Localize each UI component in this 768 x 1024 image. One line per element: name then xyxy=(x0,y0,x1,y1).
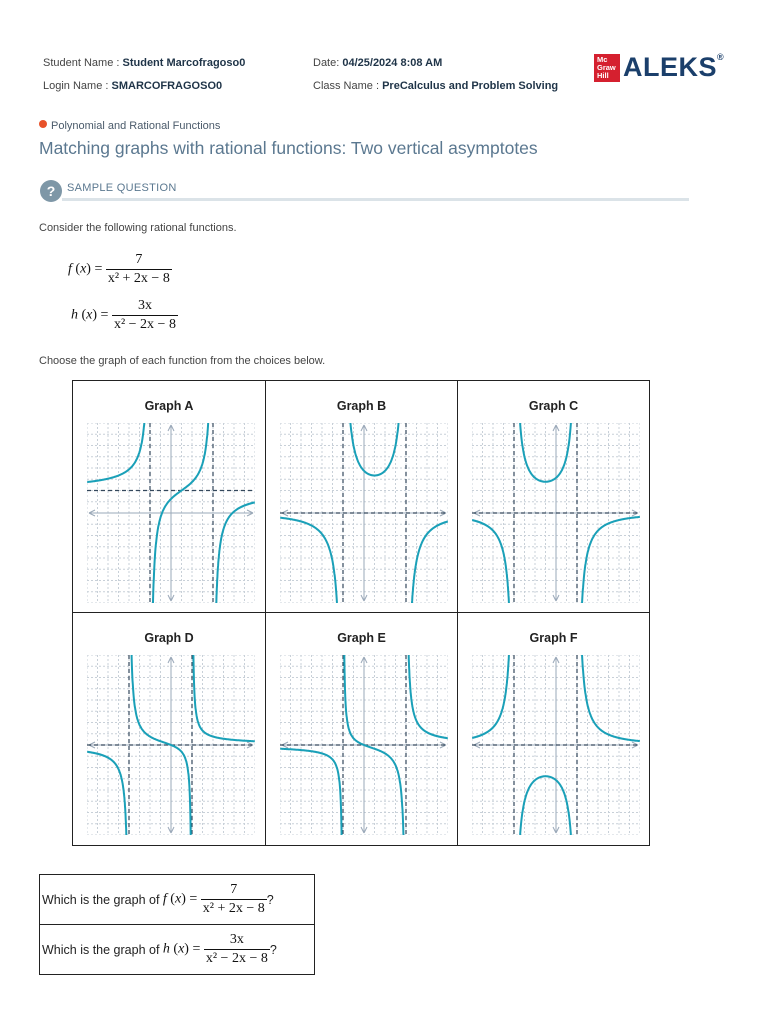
f-denominator: x² + 2x − 8 xyxy=(107,271,170,286)
curve-branch xyxy=(582,517,640,603)
aleks-wordmark: ALEKS® xyxy=(623,52,725,82)
date-value: 04/25/2024 8:08 AM xyxy=(342,57,443,69)
f-numerator: 7 xyxy=(135,252,143,267)
student-name-label: Student Name : Student Marcofragoso0 xyxy=(43,57,246,69)
graph-cell-e[interactable] xyxy=(266,613,458,845)
class-name-label: Class Name : PreCalculus and Problem Solving xyxy=(313,80,559,92)
login-name-label: Login Name : SMARCOFRAGOSO0 xyxy=(43,80,223,92)
login-name-value: SMARCOFRAGOSO0 xyxy=(111,80,223,92)
curve-branch xyxy=(408,655,447,738)
h-denominator: x² − 2x − 8 xyxy=(113,317,176,332)
question-row-h: Which is the graph of h (x) = $\frac{3x}{\text{x² − 2x − 8}}$ ? xyxy=(40,925,314,975)
graph-title: Graph F xyxy=(529,631,578,645)
graph-title: Graph D xyxy=(144,631,194,645)
sample-question-label: SAMPLE QUESTION xyxy=(67,182,177,194)
question-mark-icon: ? xyxy=(40,180,62,202)
function-h: h (x) = $\frac{3x}{\text{x² − 2x − 8}}$ xyxy=(71,298,176,332)
intro-text: Consider the following rational functions. xyxy=(39,222,237,234)
graph-a-plot xyxy=(87,423,255,603)
curve-branch xyxy=(87,752,126,835)
curve-branch xyxy=(216,502,255,603)
question-table xyxy=(39,874,315,975)
curve-branch xyxy=(582,655,640,741)
question-row-f: Which is the graph of f (x) = $\frac{7}{\text{x² + 2x − 8}}$ ? xyxy=(40,875,314,925)
mcgraw-hill-logo: Mc Graw Hill xyxy=(594,54,620,82)
page-title: Matching graphs with rational functions: Two vertical asymptotes xyxy=(39,138,538,158)
graph-cell-a[interactable] xyxy=(73,381,266,613)
instruction-text: Choose the graph of each function from the choices below. xyxy=(39,355,326,367)
student-name-value: Student Marcofragoso0 xyxy=(122,57,246,69)
graph-cell-c[interactable] xyxy=(458,381,649,613)
graph-cell-d[interactable] xyxy=(73,613,266,845)
graph-choices-grid xyxy=(72,380,650,846)
graph-cell-b[interactable] xyxy=(266,381,458,613)
function-f: f (x) = $\frac{7}{\text{x² + 2x − 8}}$ xyxy=(68,252,170,286)
graph-cell-f[interactable] xyxy=(458,613,649,845)
aleks-logo xyxy=(594,52,724,83)
section-divider xyxy=(62,198,689,201)
graph-c-plot xyxy=(472,423,640,603)
h-numerator: 3x xyxy=(137,298,152,313)
graph-d-plot xyxy=(87,655,255,835)
graph-title: Graph B xyxy=(336,399,387,413)
date-label: Date: 04/25/2024 8:08 AM xyxy=(313,57,443,69)
graph-title: Graph C xyxy=(528,399,579,413)
graph-title: Graph E xyxy=(337,631,386,645)
graph-title: Graph A xyxy=(144,399,194,413)
graph-f-plot xyxy=(472,655,640,835)
curve-branch xyxy=(87,423,145,482)
graph-e-plot xyxy=(280,655,448,835)
graph-b-plot xyxy=(280,423,448,603)
curve-branch xyxy=(412,522,448,604)
topic-label: Polynomial and Rational Functions xyxy=(51,120,221,132)
topic-dot-icon xyxy=(39,120,47,128)
curve-branch xyxy=(280,518,337,603)
class-name-value: PreCalculus and Problem Solving xyxy=(382,80,559,92)
curve-branch xyxy=(519,776,571,835)
